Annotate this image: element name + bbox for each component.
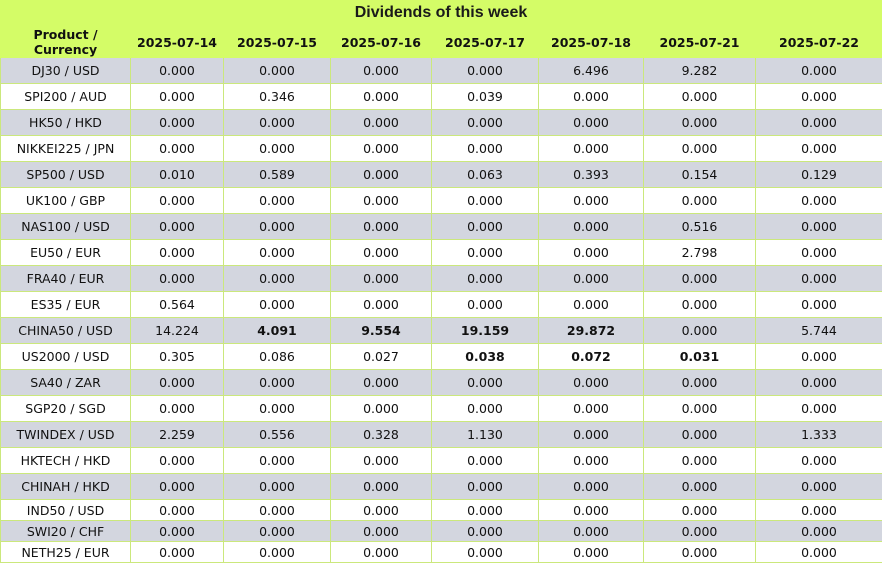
dividend-cell: 1.130 [432,422,539,448]
dividend-cell: 0.010 [131,162,224,188]
product-cell: SWI20 / CHF [1,521,131,542]
table-row [1,110,882,136]
dividend-cell: 0.000 [756,110,882,136]
dividend-cell: 0.000 [131,542,224,563]
dividend-cell: 0.000 [644,474,756,500]
dividend-cell: 0.000 [131,136,224,162]
dividend-cell: 1.333 [756,422,882,448]
dividend-cell: 0.000 [644,292,756,318]
dividend-cell: 0.000 [131,370,224,396]
table-row [1,188,882,214]
dividend-cell: 0.000 [756,370,882,396]
dividend-cell: 0.000 [756,521,882,542]
dividend-cell: 0.039 [432,84,539,110]
dividend-cell: 14.224 [131,318,224,344]
dividend-cell: 0.000 [432,110,539,136]
dividend-cell: 0.000 [756,136,882,162]
dividend-cell: 0.072 [539,344,644,370]
dividend-cell: 29.872 [539,318,644,344]
table-row [1,136,882,162]
dividend-cell: 0.086 [224,344,331,370]
dividend-cell: 0.000 [131,266,224,292]
dividend-cell: 0.000 [224,136,331,162]
dividend-cell: 0.000 [432,521,539,542]
dividend-cell: 0.000 [539,448,644,474]
dividends-table [0,26,882,563]
dividend-cell: 0.000 [644,422,756,448]
dividend-cell: 0.063 [432,162,539,188]
dividend-cell: 0.393 [539,162,644,188]
dividend-cell: 0.000 [432,240,539,266]
dividend-cell: 0.000 [644,84,756,110]
product-cell: TWINDEX / USD [1,422,131,448]
dividend-cell: 0.000 [539,240,644,266]
dividend-cell: 0.000 [224,58,331,84]
product-cell: NIKKEI225 / JPN [1,136,131,162]
dividend-cell: 5.744 [756,318,882,344]
table-row [1,162,882,188]
dividend-cell: 0.000 [131,188,224,214]
column-header-date: 2025-07-18 [539,27,644,58]
column-header-date: 2025-07-16 [331,27,432,58]
dividend-cell: 0.000 [432,58,539,84]
dividend-cell: 0.000 [644,110,756,136]
dividend-cell: 0.129 [756,162,882,188]
dividend-cell: 0.000 [224,188,331,214]
dividend-cell: 0.000 [644,318,756,344]
column-header-date: 2025-07-22 [756,27,882,58]
dividend-cell: 0.000 [224,521,331,542]
dividend-cell: 6.496 [539,58,644,84]
dividend-cell: 0.000 [331,500,432,521]
dividend-cell: 0.000 [432,396,539,422]
product-cell: SGP20 / SGD [1,396,131,422]
dividend-cell: 0.000 [331,214,432,240]
dividend-cell: 0.000 [224,396,331,422]
dividend-cell: 0.000 [432,188,539,214]
table-row [1,448,882,474]
dividend-cell: 0.000 [331,448,432,474]
dividend-cell: 9.554 [331,318,432,344]
dividend-cell: 0.000 [539,266,644,292]
product-cell: DJ30 / USD [1,58,131,84]
dividend-cell: 2.798 [644,240,756,266]
dividend-cell: 0.000 [331,474,432,500]
column-header-product: Product / Currency [1,27,131,58]
dividend-cell: 0.000 [644,448,756,474]
dividend-cell: 0.000 [224,474,331,500]
dividend-cell: 0.346 [224,84,331,110]
dividend-cell: 0.031 [644,344,756,370]
dividend-cell: 0.000 [539,292,644,318]
table-body [1,58,882,563]
dividend-cell: 0.000 [331,136,432,162]
dividend-cell: 0.000 [131,214,224,240]
table-row [1,474,882,500]
dividend-cell: 0.000 [432,136,539,162]
dividend-cell: 0.000 [539,84,644,110]
table-row [1,266,882,292]
dividend-cell: 0.000 [331,84,432,110]
dividend-cell: 0.000 [756,344,882,370]
column-header-date: 2025-07-21 [644,27,756,58]
dividend-cell: 0.000 [331,110,432,136]
dividend-cell: 0.000 [131,396,224,422]
dividend-cell: 0.328 [331,422,432,448]
table-row [1,318,882,344]
product-cell: IND50 / USD [1,500,131,521]
table-row [1,84,882,110]
product-cell: US2000 / USD [1,344,131,370]
dividend-cell: 0.000 [539,521,644,542]
dividend-cell: 0.000 [331,266,432,292]
dividend-cell: 0.000 [644,500,756,521]
table-row [1,370,882,396]
dividend-cell: 0.000 [756,292,882,318]
table-row [1,396,882,422]
dividend-cell: 0.000 [331,396,432,422]
dividend-cell: 0.000 [644,136,756,162]
dividend-cell: 0.000 [539,474,644,500]
product-cell: EU50 / EUR [1,240,131,266]
table-row [1,58,882,84]
dividend-cell: 0.000 [644,266,756,292]
table-row [1,214,882,240]
dividend-cell: 0.000 [131,448,224,474]
dividend-cell: 0.000 [131,500,224,521]
dividend-cell: 0.000 [432,542,539,563]
dividend-cell: 0.000 [539,542,644,563]
dividend-cell: 0.000 [131,110,224,136]
dividend-cell: 19.159 [432,318,539,344]
table-row [1,521,882,542]
dividend-cell: 0.000 [224,370,331,396]
dividend-cell: 0.000 [756,214,882,240]
dividend-cell: 0.000 [331,162,432,188]
dividend-cell: 0.000 [539,500,644,521]
dividend-cell: 0.000 [224,542,331,563]
dividend-cell: 0.000 [756,500,882,521]
dividend-cell: 0.000 [432,500,539,521]
dividend-cell: 0.000 [756,58,882,84]
dividend-cell: 0.556 [224,422,331,448]
dividend-cell: 0.000 [539,396,644,422]
table-row [1,542,882,563]
dividend-cell: 9.282 [644,58,756,84]
dividend-cell: 0.000 [224,240,331,266]
dividend-cell: 0.000 [224,214,331,240]
dividend-cell: 0.000 [131,240,224,266]
dividend-cell: 0.564 [131,292,224,318]
dividend-cell: 0.000 [131,58,224,84]
table-row [1,344,882,370]
dividend-cell: 0.000 [131,84,224,110]
table-row [1,500,882,521]
table-row [1,292,882,318]
dividend-cell: 0.000 [756,542,882,563]
header-row [1,27,882,58]
product-cell: UK100 / GBP [1,188,131,214]
product-cell: FRA40 / EUR [1,266,131,292]
dividend-cell: 0.000 [432,370,539,396]
dividend-cell: 0.000 [131,474,224,500]
dividend-cell: 0.000 [432,448,539,474]
product-cell: HKTECH / HKD [1,448,131,474]
dividend-cell: 0.000 [331,542,432,563]
dividend-cell: 0.000 [224,292,331,318]
product-cell: SP500 / USD [1,162,131,188]
product-cell: ES35 / EUR [1,292,131,318]
dividend-cell: 0.000 [756,84,882,110]
dividend-cell: 0.000 [756,266,882,292]
dividend-cell: 0.154 [644,162,756,188]
dividend-cell: 0.027 [331,344,432,370]
dividend-cell: 2.259 [131,422,224,448]
dividend-cell: 0.000 [131,521,224,542]
dividend-cell: 0.000 [331,240,432,266]
dividend-cell: 4.091 [224,318,331,344]
dividend-cell: 0.038 [432,344,539,370]
table-row [1,240,882,266]
column-header-date: 2025-07-15 [224,27,331,58]
dividend-cell: 0.000 [756,188,882,214]
dividend-cell: 0.000 [432,474,539,500]
dividend-cell: 0.516 [644,214,756,240]
dividend-cell: 0.000 [331,58,432,84]
product-cell: CHINA50 / USD [1,318,131,344]
product-cell: NAS100 / USD [1,214,131,240]
product-cell: HK50 / HKD [1,110,131,136]
dividend-cell: 0.000 [644,396,756,422]
dividend-cell: 0.000 [432,266,539,292]
dividend-cell: 0.000 [756,396,882,422]
dividend-cell: 0.000 [756,474,882,500]
product-cell: SA40 / ZAR [1,370,131,396]
table-row [1,422,882,448]
dividend-cell: 0.000 [331,292,432,318]
dividend-cell: 0.000 [432,214,539,240]
dividend-cell: 0.000 [756,448,882,474]
product-cell: SPI200 / AUD [1,84,131,110]
dividend-cell: 0.000 [644,370,756,396]
dividend-cell: 0.000 [331,188,432,214]
dividend-cell: 0.000 [331,370,432,396]
dividend-cell: 0.000 [539,136,644,162]
dividend-cell: 0.000 [224,266,331,292]
page-title: Dividends of this week [0,0,882,26]
dividend-cell: 0.000 [644,188,756,214]
dividend-cell: 0.000 [224,448,331,474]
column-header-date: 2025-07-14 [131,27,224,58]
dividend-cell: 0.000 [224,110,331,136]
dividend-cell: 0.000 [756,240,882,266]
dividend-cell: 0.000 [432,292,539,318]
dividend-cell: 0.000 [539,370,644,396]
dividend-cell: 0.000 [644,542,756,563]
dividend-cell: 0.000 [539,422,644,448]
dividend-cell: 0.000 [539,110,644,136]
dividend-cell: 0.589 [224,162,331,188]
dividend-cell: 0.305 [131,344,224,370]
dividend-cell: 0.000 [331,521,432,542]
dividend-cell: 0.000 [644,521,756,542]
dividend-cell: 0.000 [224,500,331,521]
product-cell: CHINAH / HKD [1,474,131,500]
dividend-cell: 0.000 [539,188,644,214]
product-cell: NETH25 / EUR [1,542,131,563]
column-header-date: 2025-07-17 [432,27,539,58]
dividend-cell: 0.000 [539,214,644,240]
